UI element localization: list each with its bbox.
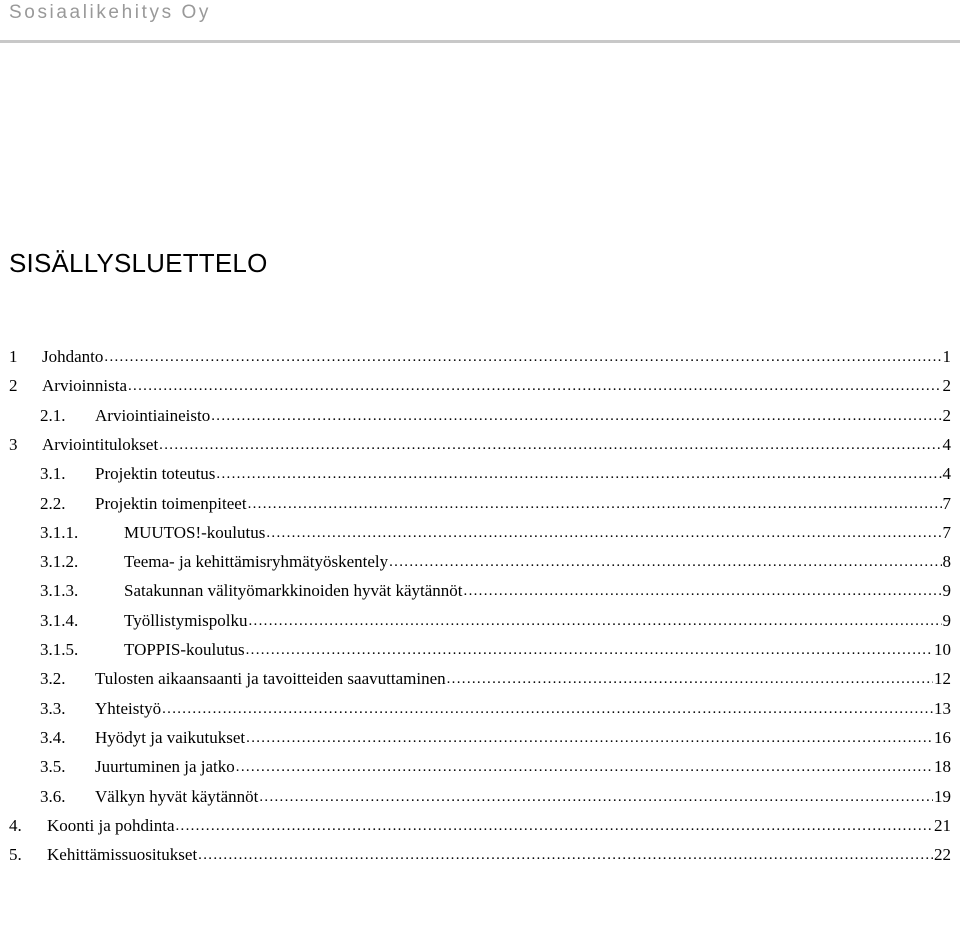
toc-dot-leader (464, 579, 942, 603)
toc-entry-page-number: 12 (934, 669, 951, 688)
toc-entry-number: 1 (9, 347, 18, 366)
toc-dot-leader (159, 433, 941, 457)
toc-entry[interactable] (9, 374, 951, 398)
toc-entry-number: 3.1.3. (40, 581, 79, 600)
toc-entry-label: Juurtuminen ja jatko (95, 757, 235, 776)
toc-dot-leader (447, 667, 933, 691)
toc-dot-leader (246, 638, 933, 662)
toc-dot-leader (175, 814, 933, 838)
toc-entry-page-number: 13 (934, 699, 951, 718)
toc-entry-number: 3.5. (40, 757, 66, 776)
toc-entry-label: Tulosten aikaansaanti ja tavoitteiden saavuttaminen (95, 669, 446, 688)
toc-entry-label: Koonti ja pohdinta (47, 816, 175, 835)
toc-entry-label: Projektin toimenpiteet (95, 494, 247, 513)
toc-entry-page-number: 2 (942, 406, 951, 425)
toc-entry-number: 3 (9, 435, 18, 454)
toc-entry-page-number: 18 (934, 757, 951, 776)
toc-entry-page-number: 7 (942, 494, 951, 513)
toc-entry[interactable] (40, 755, 951, 779)
company-name: Sosiaalikehitys Oy (9, 2, 212, 23)
toc-dot-leader (246, 726, 933, 750)
toc-entry[interactable] (40, 697, 951, 721)
toc-entry-label: TOPPIS-koulutus (124, 640, 245, 659)
toc-entry-number: 3.1.2. (40, 552, 79, 571)
toc-entry[interactable] (40, 638, 951, 662)
toc-entry-label: Johdanto (42, 347, 104, 366)
toc-entry-label: Arviointitulokset (42, 435, 159, 454)
toc-entry-number: 3.1.4. (40, 611, 79, 630)
toc-dot-leader (259, 785, 933, 809)
toc-entry-number: 3.2. (40, 669, 66, 688)
toc-entry-page-number: 4 (942, 464, 951, 483)
toc-title: SISÄLLYSLUETTELO (9, 248, 268, 278)
toc-entry-label: Arvioinnista (42, 376, 127, 395)
toc-entry-page-number: 19 (934, 787, 951, 806)
toc-entry[interactable] (40, 579, 951, 603)
toc-entry-number: 3.4. (40, 728, 66, 747)
toc-entry[interactable] (40, 521, 951, 545)
toc-entry-number: 3.3. (40, 699, 66, 718)
toc-entry[interactable] (40, 404, 951, 428)
toc-entry[interactable] (9, 345, 951, 369)
toc-dot-leader (128, 374, 942, 398)
header-divider (0, 40, 960, 43)
toc-entry-page-number: 16 (934, 728, 951, 747)
toc-entry-number: 2.2. (40, 494, 66, 513)
toc-entry-page-number: 8 (942, 552, 951, 571)
toc-dot-leader (198, 843, 933, 867)
toc-entry-page-number: 9 (942, 611, 951, 630)
toc-entry[interactable] (40, 667, 951, 691)
toc-entry-number: 3.6. (40, 787, 66, 806)
toc-entry-page-number: 10 (934, 640, 951, 659)
toc-entry-label: Työllistymispolku (124, 611, 248, 630)
toc-entry[interactable] (9, 814, 951, 838)
toc-entry-number: 5. (9, 845, 22, 864)
toc-entry-page-number: 7 (942, 523, 951, 542)
toc-entry-label: Hyödyt ja vaikutukset (95, 728, 246, 747)
toc-entry[interactable] (40, 609, 951, 633)
toc-dot-leader (216, 462, 941, 486)
toc-dot-leader (389, 550, 941, 574)
toc-entry[interactable] (40, 462, 951, 486)
toc-dot-leader (211, 404, 941, 428)
toc-dot-leader (266, 521, 941, 545)
toc-dot-leader (162, 697, 933, 721)
toc-entry-page-number: 4 (942, 435, 951, 454)
toc-dot-leader (236, 755, 933, 779)
toc-entry-number: 2.1. (40, 406, 66, 425)
toc-dot-leader (248, 492, 942, 516)
toc-entry[interactable] (40, 726, 951, 750)
toc-entry-number: 2 (9, 376, 18, 395)
toc-entry-label: Yhteistyö (95, 699, 162, 718)
toc-dot-leader (104, 345, 941, 369)
toc-entry-label: MUUTOS!-koulutus (124, 523, 266, 542)
toc-entry-label: Satakunnan välityömarkkinoiden hyvät käytännöt (124, 581, 463, 600)
toc-entry-number: 3.1.1. (40, 523, 79, 542)
toc-entry-page-number: 1 (942, 347, 951, 366)
toc-entry-number: 3.1.5. (40, 640, 79, 659)
toc-entry-label: Projektin toteutus (95, 464, 216, 483)
toc-entry-number: 3.1. (40, 464, 66, 483)
toc-entry-label: Arviointiaineisto (95, 406, 211, 425)
toc-entry-label: Kehittämissuositukset (47, 845, 198, 864)
toc-entry-page-number: 21 (934, 816, 951, 835)
toc-entry-page-number: 2 (942, 376, 951, 395)
toc-entry-page-number: 22 (934, 845, 951, 864)
toc-entry-label: Teema- ja kehittämisryhmätyöskentely (124, 552, 389, 571)
toc-entry[interactable] (9, 843, 951, 867)
toc-entry-page-number: 9 (942, 581, 951, 600)
toc-dot-leader (249, 609, 942, 633)
toc-entry[interactable] (40, 550, 951, 574)
toc-entry[interactable] (40, 785, 951, 809)
toc-entry-number: 4. (9, 816, 22, 835)
page-header (0, 0, 960, 44)
toc-entry-label: Välkyn hyvät käytännöt (95, 787, 259, 806)
toc-entry[interactable] (9, 433, 951, 457)
toc-entry[interactable] (40, 492, 951, 516)
